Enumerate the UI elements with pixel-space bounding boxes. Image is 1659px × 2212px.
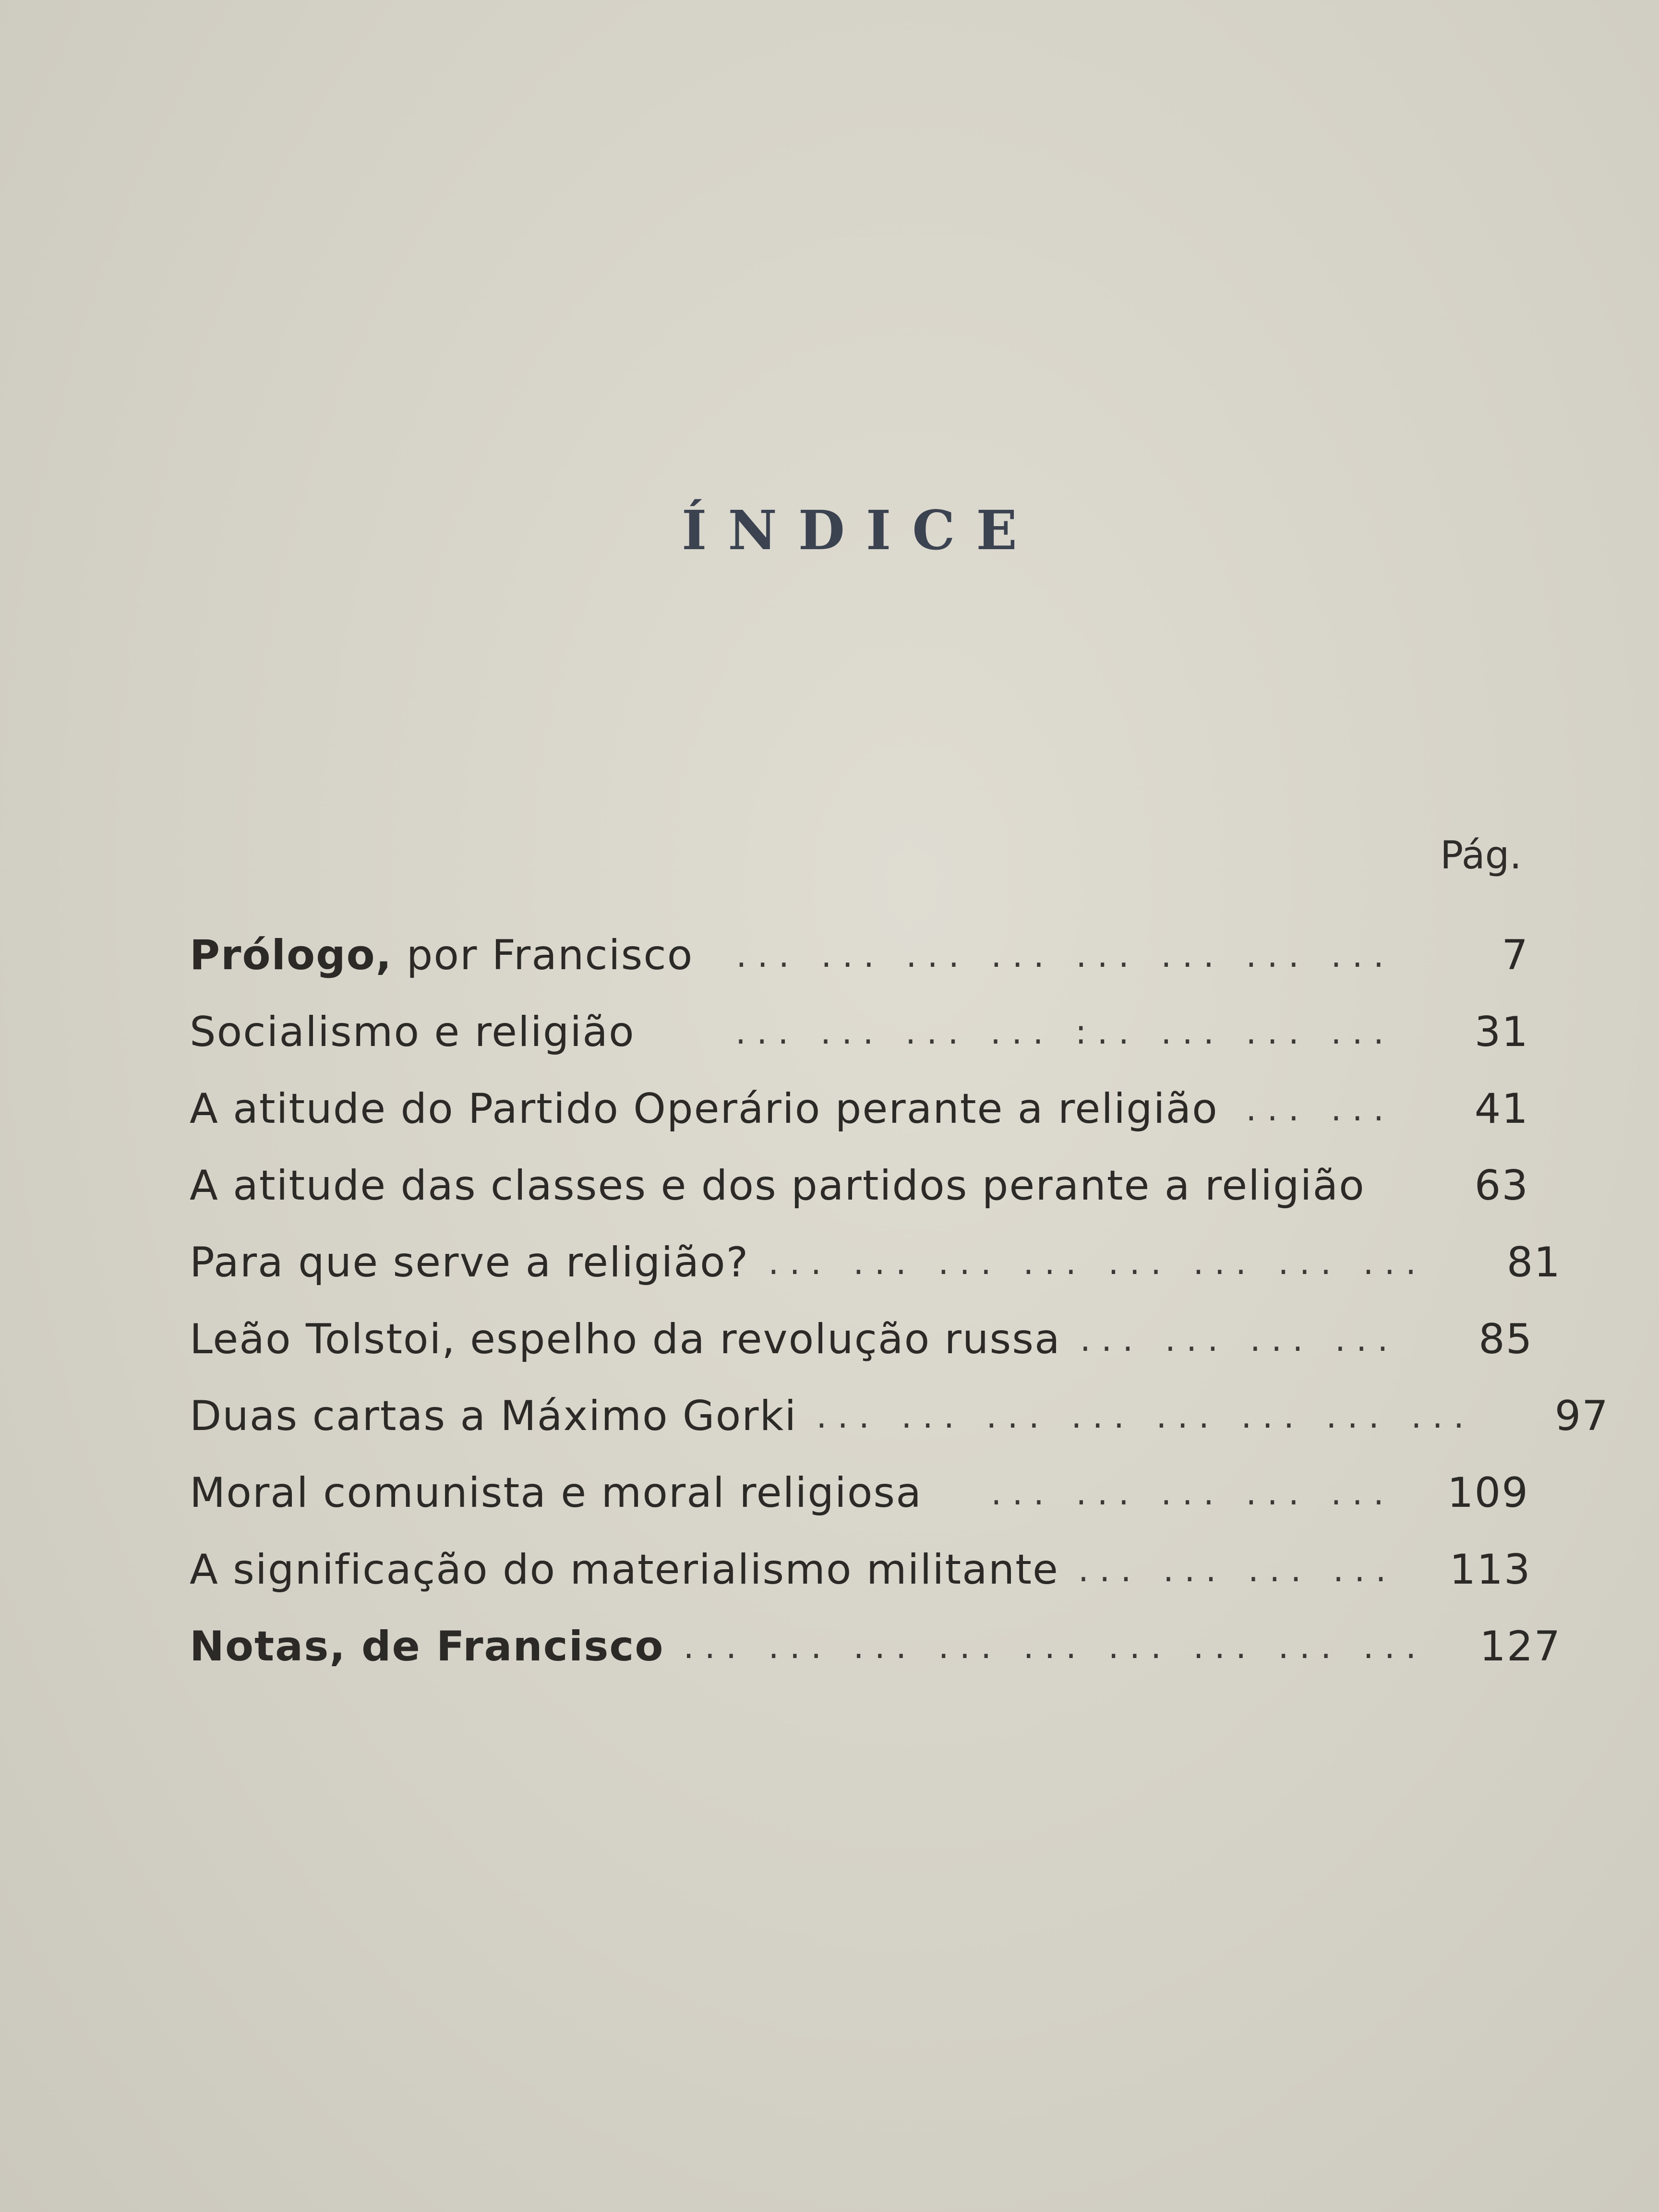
toc-entry-title	[190, 1085, 1218, 1133]
toc-entry	[190, 1378, 1610, 1455]
toc-entry-title-text: A atitude do Partido Operário perante a religião	[190, 1085, 1218, 1133]
toc-entry-page: 109	[1447, 1469, 1529, 1517]
toc-entry-title	[190, 1546, 1059, 1594]
toc-entry-leader: ... ... ... ... ... ... ... ...	[768, 1243, 1427, 1282]
toc-entry	[190, 1147, 1529, 1224]
toc-entry-title-text: por Francisco	[406, 931, 694, 979]
toc-entry-page: 7	[1502, 931, 1529, 979]
toc-entry-leader: ... ... ... ... ...	[991, 1473, 1395, 1513]
toc-entry-page: 31	[1474, 1008, 1529, 1056]
table-of-contents	[190, 917, 1610, 1685]
toc-entry-page: 113	[1449, 1546, 1531, 1594]
toc-entry-leader: ... ... ... ...	[1080, 1320, 1399, 1359]
toc-entry-leader: ... ... ... ... ... ... ... ... ...	[683, 1627, 1427, 1666]
toc-entry-title	[190, 1162, 1365, 1210]
toc-entry-page: 127	[1479, 1623, 1562, 1671]
toc-entry-page: 63	[1474, 1162, 1529, 1210]
toc-entry-title-text: Para que serve a religião?	[190, 1238, 749, 1286]
toc-entry-title-text: Moral comunista e moral religiosa	[190, 1469, 922, 1517]
toc-entry	[190, 1608, 1562, 1685]
toc-entry	[190, 1070, 1529, 1147]
toc-entry-title	[190, 1008, 635, 1056]
page-title: ÍNDICE	[682, 499, 1038, 562]
toc-entry	[190, 1224, 1562, 1301]
toc-entry-title-text: Socialismo e religião	[190, 1008, 635, 1056]
toc-entry	[190, 1301, 1533, 1378]
toc-entry-leader: ... ...	[1246, 1089, 1395, 1129]
toc-entry	[190, 994, 1529, 1070]
toc-entry-title	[190, 1469, 922, 1517]
toc-entry-page: 97	[1554, 1392, 1610, 1440]
toc-entry-page: 41	[1474, 1085, 1529, 1133]
toc-entry-page: 81	[1506, 1238, 1562, 1286]
toc-entry-leader: ... ... ... ...	[1078, 1550, 1397, 1589]
toc-entry-title-text: Duas cartas a Máximo Gorki	[190, 1392, 797, 1440]
toc-entry	[190, 1455, 1529, 1531]
toc-entry	[190, 1531, 1529, 1608]
toc-entry-title	[190, 1238, 749, 1286]
page-column-label: Pág.	[1440, 833, 1522, 878]
toc-entry-title	[190, 931, 693, 979]
toc-entry-leader: ... ... ... ... ... ... ... ...	[736, 936, 1395, 975]
toc-entry-title	[190, 1315, 1061, 1363]
toc-entry-title-text: A atitude das classes e dos partidos perante a religião	[190, 1162, 1365, 1210]
toc-entry-leader: ... ... ... ... ... ... ... ...	[816, 1396, 1475, 1436]
toc-entry-title	[190, 1392, 797, 1440]
toc-entry-title-text: Leão Tolstoi, espelho da revolução russa	[190, 1315, 1061, 1363]
toc-entry-page: 85	[1479, 1315, 1533, 1363]
toc-entry-leader: ... ... ... ... :.. ... ... ...	[735, 1012, 1395, 1052]
toc-entry-title-bold: Notas, de Francisco	[190, 1623, 664, 1671]
toc-entry	[190, 917, 1529, 994]
toc-entry-title-text: A significação do materialismo militante	[190, 1546, 1059, 1594]
toc-entry-title-bold: Prólogo,	[190, 931, 393, 979]
toc-entry-title	[190, 1623, 664, 1671]
